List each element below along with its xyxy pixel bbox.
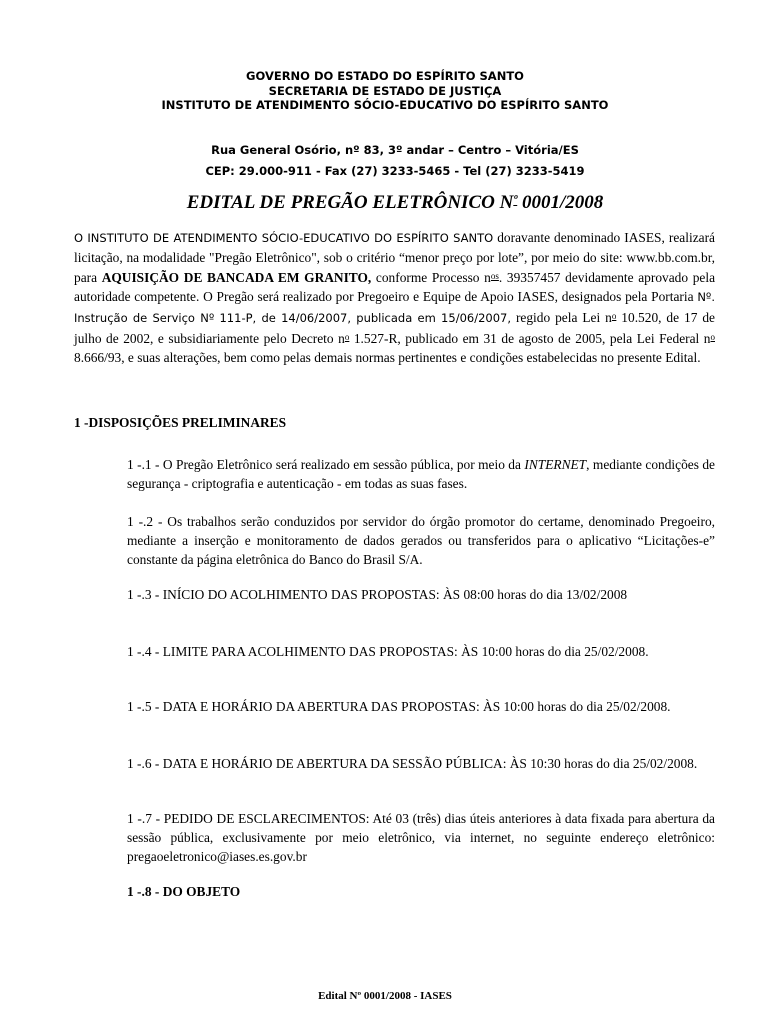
intro-text-1: doravante denominado IASES, realizará licitação, na modalidade "Pregão Eletrônico", sob o critério “menor preço por lote”, por meio do site: www.bb.com.br, para	[74, 230, 715, 285]
intro-text-4: regido pela Lei n	[511, 310, 612, 325]
intro-institute-name: O INSTITUTO DE ATENDIMENTO SÓCIO-EDUCATIVO DO ESPÍRITO SANTO	[74, 231, 494, 245]
document-title	[0, 191, 770, 216]
intro-text-7: 8.666/93, e suas alterações, bem como pelas demais normas pertinentes e condições estabelecidas no presente Edital.	[74, 350, 701, 365]
item-1-1-text-a: 1 -.1 - O Pregão Eletrônico será realizado em sessão pública, por meio da	[127, 457, 525, 472]
intro-text-5: 10.520, de 17 de julho de 2002, e subsidiariamente pelo Decreto n	[74, 310, 715, 346]
intro-text-6: 1.527-R, publicado em 31 de agosto de 2005, pela Lei Federal n	[349, 331, 711, 346]
intro-text-3: . 39357457 devidamente aprovado pela autoridade competente. O Pregão será realizado por Pregoeiro e Equipe de Apoio IASES, designados pela Portaria	[74, 270, 716, 304]
header-line-secretariat: SECRETARIA DE ESTADO DE JUSTIÇA	[268, 84, 502, 98]
item-1-3: 1 -.3 - INÍCIO DO ACOLHIMENTO DAS PROPOSTAS: ÀS 08:00 horas do dia 13/02/2008	[127, 587, 628, 602]
item-1-7: 1 -.7 - PEDIDO DE ESCLARECIMENTOS: Até 03 (três) dias úteis anteriores à data fixada para abertura da sessão pública, exclusivamente por meio eletrônico, via internet, no seguinte endereço eletrônico: pregaoeletronico@iases.es.gov.br	[127, 811, 715, 864]
title-ordinal: º	[513, 192, 518, 207]
header-line-institute: INSTITUTO DE ATENDIMENTO SÓCIO-EDUCATIVO DO ESPÍRITO SANTO	[161, 98, 609, 112]
item-1-6: 1 -.6 - DATA E HORÁRIO DE ABERTURA DA SESSÃO PÚBLICA: ÀS 10:30 horas do dia 25/02/2008.	[127, 756, 698, 771]
item-1-5: 1 -.5 - DATA E HORÁRIO DA ABERTURA DAS PROPOSTAS: ÀS 10:00 horas do dia 25/02/2008.	[127, 699, 671, 714]
intro-sup-os: os	[490, 271, 499, 281]
intro-paragraph	[74, 228, 715, 367]
item-1-8-heading: 1 -.8 - DO OBJETO	[127, 884, 241, 899]
item-1-1	[127, 455, 715, 493]
intro-portaria: Nº. Instrução de Serviço Nº 111-P, de 14/06/2007, publicada em 15/06/2007,	[74, 290, 715, 325]
page-footer: Edital Nº 0001/2008 - IASES	[318, 990, 452, 1002]
section-heading-preliminares: 1 -DISPOSIÇÕES PRELIMINARES	[74, 415, 287, 430]
intro-text-2: conforme Processo n	[371, 270, 491, 285]
header-address: Rua General Osório, nº 83, 3º andar – Centro – Vitória/ES	[211, 143, 579, 157]
item-1-1-internet: INTERNET	[524, 457, 587, 472]
title-number: 0001/2008	[517, 192, 604, 213]
item-1-1-text-b: , mediante condições de segurança - criptografia e autenticação - em todas as suas fases.	[127, 457, 716, 491]
intro-sup-o3: o	[710, 332, 715, 342]
intro-sup-o2: o	[344, 332, 350, 342]
header-contact: CEP: 29.000-911 - Fax (27) 3233-5465 - Tel (27) 3233-5419	[205, 164, 585, 178]
item-1-2: 1 -.2 - Os trabalhos serão conduzidos por servidor do órgão promotor do certame, denominado Pregoeiro, mediante a inserção e monitoramento de dados gerados ou transferidos para o aplicativo “Licitações-e” constante da página eletrônica do Banco do Brasil S/A.	[127, 514, 715, 567]
intro-object-bold: AQUISIÇÃO DE BANCADA EM GRANITO,	[101, 270, 372, 285]
title-prefix: EDITAL DE PREGÃO ELETRÔNICO N	[186, 192, 514, 213]
intro-sup-o1: o	[611, 311, 617, 321]
header-line-government: GOVERNO DO ESTADO DO ESPÍRITO SANTO	[246, 69, 524, 83]
item-1-4: 1 -.4 - LIMITE PARA ACOLHIMENTO DAS PROPOSTAS: ÀS 10:00 horas do dia 25/02/2008.	[127, 644, 649, 659]
